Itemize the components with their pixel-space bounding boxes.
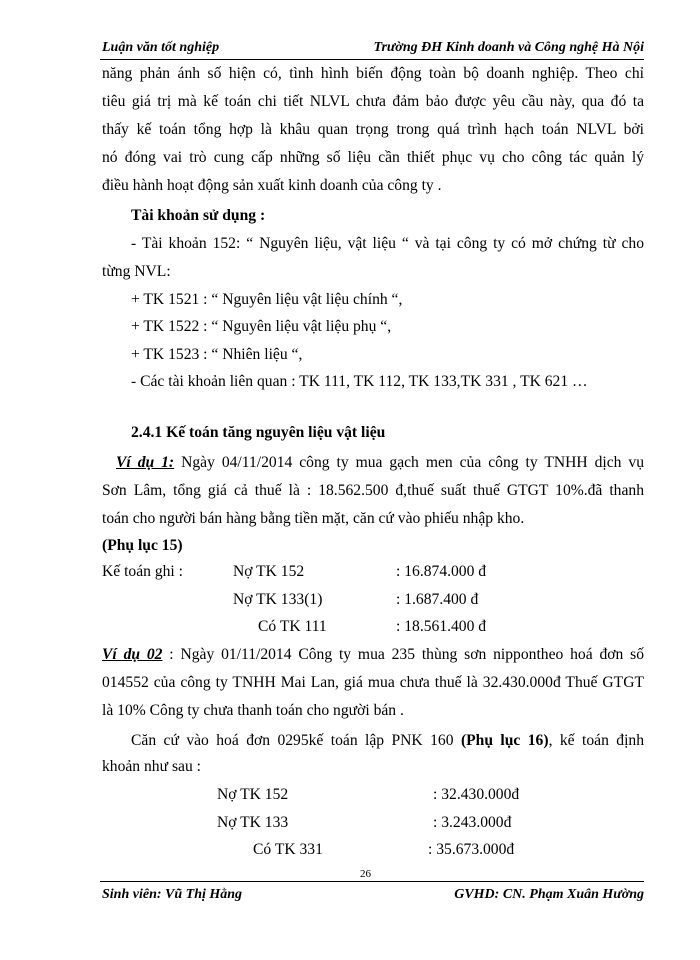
page-number: 26 xyxy=(360,868,371,880)
basis-text: , kế toán định xyxy=(548,732,645,749)
entry-account: Có TK 111 xyxy=(258,618,327,635)
paragraph-line: điều hành hoạt động sản xuất kinh doanh của công ty . xyxy=(102,177,442,194)
footer-divider xyxy=(100,881,644,882)
paragraph-line: nó đóng vai trò cung cấp những số liệu cần thiết phục vụ cho công tác quản lý xyxy=(102,149,644,166)
paragraph-line: năng phản ánh số hiện có, tình hình biến động toàn bộ doanh nghiệp. Theo chỉ xyxy=(102,65,644,82)
paragraph-line: thấy kế toán tổng hợp là khâu quan trọng trong quá trình hạch toán NLVL bởi xyxy=(102,121,644,138)
entry-amount: : 32.430.000đ xyxy=(433,786,520,803)
page-header xyxy=(102,40,644,56)
example-1-line xyxy=(116,453,644,473)
example-1-label: Ví dụ 1: xyxy=(116,454,175,471)
entry-amount: : 18.561.400 đ xyxy=(396,618,487,635)
section-heading: 2.4.1 Kế toán tăng nguyên liệu vật liệu xyxy=(131,424,386,441)
paragraph-line: là 10% Công ty chưa thanh toán cho người bán . xyxy=(102,702,404,719)
example-2-label: Ví dụ 02 xyxy=(102,646,163,663)
appendix-ref: (Phụ lục 15) xyxy=(102,537,183,554)
account-item: + TK 1522 : “ Nguyên liệu vật liệu phụ “, xyxy=(131,318,392,335)
entry-amount: : 35.673.000đ xyxy=(428,841,515,858)
entry-amount: : 1.687.400 đ xyxy=(396,591,479,608)
paragraph-line: tiêu giá trị mà kế toán chi tiết NLVL chưa đảm bảo được yêu cầu này, qua đó ta xyxy=(102,93,644,110)
entry-account: Nợ TK 152 xyxy=(217,786,289,803)
paragraph-line: khoản như sau : xyxy=(102,758,201,775)
header-thesis-title: Luận văn tốt nghiệp xyxy=(102,40,220,55)
account-item: từng NVL: xyxy=(102,263,171,280)
account-item: + TK 1523 : “ Nhiên liệu “, xyxy=(131,346,303,363)
header-university: Trường ĐH Kinh doanh và Công nghệ Hà Nội xyxy=(373,40,644,55)
example-2-line xyxy=(102,645,644,665)
appendix-ref: (Phụ lục 16) xyxy=(460,732,549,749)
entry-account: Có TK 331 xyxy=(253,841,323,858)
account-item: + TK 1521 : “ Nguyên liệu vật liệu chính “, xyxy=(131,291,403,308)
basis-line xyxy=(131,731,644,751)
entry-account: Nợ TK 152 xyxy=(233,563,305,580)
account-item: - Tài khoản 152: “ Nguyên liệu, vật liệu “ và tại công ty có mở chứng từ cho xyxy=(131,235,644,252)
entry-amount: : 3.243.000đ xyxy=(433,814,512,831)
example-2-text: : Ngày 01/11/2014 Công ty mua 235 thùng sơn nippontheo hoá đơn số xyxy=(162,646,644,663)
entry-account: Nợ TK 133(1) xyxy=(233,591,323,608)
account-item: - Các tài khoản liên quan : TK 111, TK 112, TK 133,TK 331 , TK 621 … xyxy=(131,373,588,390)
accounts-heading: Tài khoản sử dụng : xyxy=(131,207,266,224)
paragraph-line: Sơn Lâm, tổng giá cả thuế là : 18.562.500 đ,thuế suất thuế GTGT 10%.đã thanh xyxy=(102,482,644,499)
paragraph-line: toán cho người bán hàng bằng tiền mặt, căn cứ vào phiếu nhập kho. xyxy=(102,510,525,527)
example-1-text: Ngày 04/11/2014 công ty mua gạch men của công ty TNHH dịch vụ xyxy=(174,454,644,471)
footer-advisor: GVHD: CN. Phạm Xuân Hường xyxy=(454,887,644,902)
entry-account: Nợ TK 133 xyxy=(217,814,289,831)
entry-label: Kế toán ghi : xyxy=(102,563,183,580)
entry-amount: : 16.874.000 đ xyxy=(396,563,487,580)
header-divider xyxy=(100,59,644,60)
paragraph-line: 014552 của công ty TNHH Mai Lan, giá mua chưa thuế là 32.430.000đ Thuế GTGT xyxy=(102,674,644,691)
basis-text: Căn cứ vào hoá đơn 0295kế toán lập PNK 160 xyxy=(131,732,461,749)
footer-student: Sinh viên: Vũ Thị Hằng xyxy=(102,887,243,902)
page-footer xyxy=(102,887,644,903)
